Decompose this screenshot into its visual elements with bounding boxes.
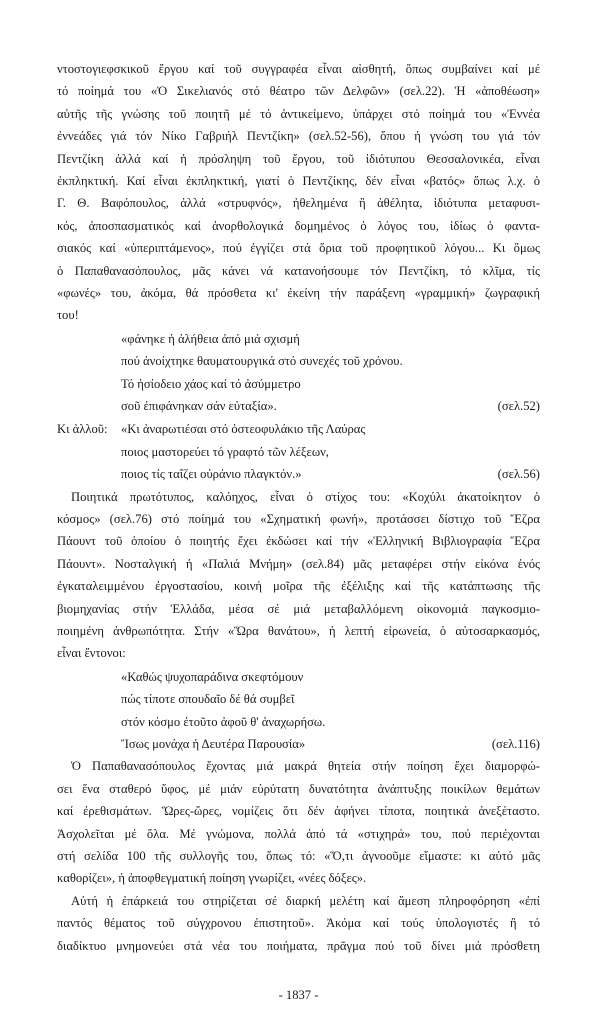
- verse-line: πώς τίποτε σπουδαῖο δέ θά συμβεῖ: [121, 692, 295, 707]
- page-body: [57, 58, 540, 957]
- text-line: ποιημένη ἀνθρωπότητα. Στήν «Ὥρα θανάτου», ἡ λεπτή εἰρωνεία, ὁ αὐτοσαρκασμός,: [57, 624, 540, 639]
- text-line: καί ἐρεθισμάτων. Ὥρες-ὥρες, νομίζεις ὅτι δέν ἀφήνει τίποτα, ποιητικά ἀνεξέταστο.: [57, 804, 540, 819]
- text-line: Πάουντ τοῦ ὁποίου ὁ ποιητής ἔχει ἐκδώσει καί τήν «Ἑλληνική Βιβλιογραφία Ἔζρα: [57, 534, 540, 549]
- text-line: «φωνές» του, ἀκόμα, θά πρόσθετα κι' ἐκείνη τήν παράξενη «γραμμική» ζωγραφική: [57, 286, 540, 301]
- text-line: του!: [57, 308, 79, 323]
- verse-quote-3: [57, 666, 540, 756]
- paragraph-2: [57, 486, 540, 665]
- verse-line: στόν κόσμο ἐτοῦτο ἀφοῦ θ' ἀναχωρήσω.: [121, 714, 326, 729]
- text-line: Αὐτή ἡ ἐπάρκειά του στηρίζεται σέ διαρκή μελέτη καί ἄμεση πληροφόρηση «ἐπί: [71, 893, 540, 908]
- text-line: τό ποίημά του «Ὁ Σικελιανός στό θέατρο τῶν Δελφῶν» (σελ.22). Ἡ «ἀποθέωση»: [57, 84, 540, 99]
- page-reference: (σελ.116): [491, 737, 540, 752]
- verse-line: σοῦ ἐπιφάνηκαν σάν εὐταξία».: [121, 399, 277, 414]
- verse-line: Ἴσως μονάχα ἡ Δευτέρα Παρουσία»: [121, 737, 306, 752]
- text-line: εἶναι ἔντονοι:: [57, 646, 126, 661]
- verse-lead-in: Κι ἀλλοῦ:: [57, 422, 108, 437]
- verse-line: «Κι ἀναρωτιέσαι στό ὀστεοφυλάκιο τῆς Λαύρας: [121, 422, 366, 437]
- text-line: σει ἕνα σταθερό ὕφος, μέ μιάν εὐρύτατη δυνατότητα ἀνάπτυξης ποικίλων θεμάτων: [57, 781, 540, 796]
- text-line: παντός θέματος τοῦ σύγχρονου ἐπιστητοῦ». Ἀκόμα καί τούς ὑπολογιστές ἢ τό: [57, 916, 540, 931]
- text-line: Γ. Θ. Βαφόπουλος, ἀλλά «στρυφνός», ἠθελημένα ἢ ἀθέλητα, ἰδιότυπα μεταφυσι-: [57, 196, 540, 211]
- verse-line: πού ἀνοίχτηκε θαυματουργικά στό συνεχές τοῦ χρόνου.: [121, 354, 403, 369]
- text-line: Πεντζίκη ἀλλά καί ἡ πρόσληψη τοῦ ἔργου, τοῦ ἰδιότυπου Θεσσαλονικέα, εἶναι: [57, 151, 540, 166]
- text-line: κόσμος» (σελ.76) στό ποίημά του «Σχηματική φωνή», προτάσσει δίστιχο τοῦ Ἔζρα: [57, 512, 540, 527]
- text-line: καθορίζει», ἡ ἀποφθεγματική ποίηση γνωρίζει, «νέες δόξες».: [57, 871, 367, 886]
- text-line: διαδίκτυο μνημονεύει στά νέα του ποιήματα, πρᾶγμα πού τοῦ δίνει μιά πρόσθετη: [57, 938, 540, 953]
- text-line: ἐκπληκτική. Καί εἶναι ἐκπληκτική, γιατί ὁ Πεντζίκης, δέν εἶναι «βατός» ὅπως λ.χ. ὁ: [57, 174, 540, 189]
- page-reference: (σελ.56): [497, 467, 540, 482]
- paragraph-1: [57, 58, 540, 327]
- text-line: στή σελίδα 100 τῆς συλλογῆς του, ὅπως τό: «Ὅ,τι ἀγνοοῦμε εἴμαστε: κι αὐτό μᾶς: [57, 849, 540, 864]
- text-line: Ποιητικά πρωτότυπος, καλόηχος, εἶναι ὁ στίχος του: «Κοχύλι ἀκατοίκητον ὁ: [71, 489, 540, 504]
- verse-quote-1: [57, 328, 540, 418]
- verse-quote-2: [57, 418, 540, 485]
- verse-line: «φάνηκε ἡ ἀλήθεια ἀπό μιά σχισμή: [121, 331, 300, 346]
- paragraph-3: [57, 755, 540, 889]
- text-line: βιομηχανίας στήν Ἑλλάδα, μέσα σέ μιά μεταβαλλόμενη οἰκονομιά παγκοσμιο-: [57, 601, 540, 616]
- text-line: ἐννεάδες γιά τόν Νίκο Γαβριήλ Πεντζίκη» (σελ.52-56), ὅπου ἡ γνώση του γιά τόν: [57, 129, 540, 144]
- text-line: Ἀσχολεῖται μέ ὅλα. Μέ γνώμονα, πολλά ἀπό τά «στιχηρά» του, πού περιέχονται: [57, 826, 540, 841]
- text-line: σιακός καί «ὑπεριπτάμενος», πού ἐγγίζει στά ὅρια τοῦ προφητικοῦ λόγου... Κι ὅμως: [57, 241, 540, 256]
- text-line: Πάουντ». Νοσταλγική ἡ «Παλιά Μνήμη» (σελ.84) μᾶς μεταφέρει στήν εἰκόνα ἑνός: [57, 556, 540, 571]
- verse-line: ποιος τίς ταΐζει οὐράνιο πλαγκτόν.»: [121, 467, 302, 482]
- text-line: αὐτῆς τῆς γνώσης τοῦ ποιητῆ μέ τό ἀντικείμενο, ὑπάρχει στό ποίημά του «Ἐννέα: [57, 106, 540, 121]
- paragraph-4: [57, 890, 540, 957]
- verse-line: ποιος μαστορεύει τό γραφτό τῶν λέξεων,: [121, 444, 329, 459]
- page-reference: (σελ.52): [497, 399, 540, 414]
- text-line: ντοστογιεφσκικοῦ ἔργου καί τοῦ συγγραφέα εἶναι αἰσθητή, ὅπως συμβαίνει καί μέ: [57, 62, 540, 76]
- verse-line: Τό ἠσίοδειο χάος καί τό ἀσύμμετρο: [121, 376, 301, 391]
- text-line: Ὁ Παπαθανασόπουλος ἔχοντας μιά μακρά θητεία στήν ποίηση ἔχει διαμορφώ-: [71, 759, 540, 774]
- verse-line: «Καθώς ψυχοπαράδινα σκεφτόμουν: [121, 669, 304, 684]
- text-line: ἐγκαταλειμμένου ἐργοστασίου, κοινή μοῖρα τῆς ἐξέλιξης καί τῆς κατάπτωσης τῆς: [57, 579, 540, 594]
- page-number: - 1837 -: [278, 988, 319, 1002]
- text-line: ὁ Παπαθανασόπουλος, μᾶς κάνει νά κατανοήσουμε τόν Πεντζίκη, τό κλῖμα, τίς: [57, 263, 540, 278]
- text-line: κός, ἀποσπασματικός καί ἀνορθολογικά δομημένος ὁ λόγος του, ἰδίως ὁ φαντα-: [57, 218, 540, 233]
